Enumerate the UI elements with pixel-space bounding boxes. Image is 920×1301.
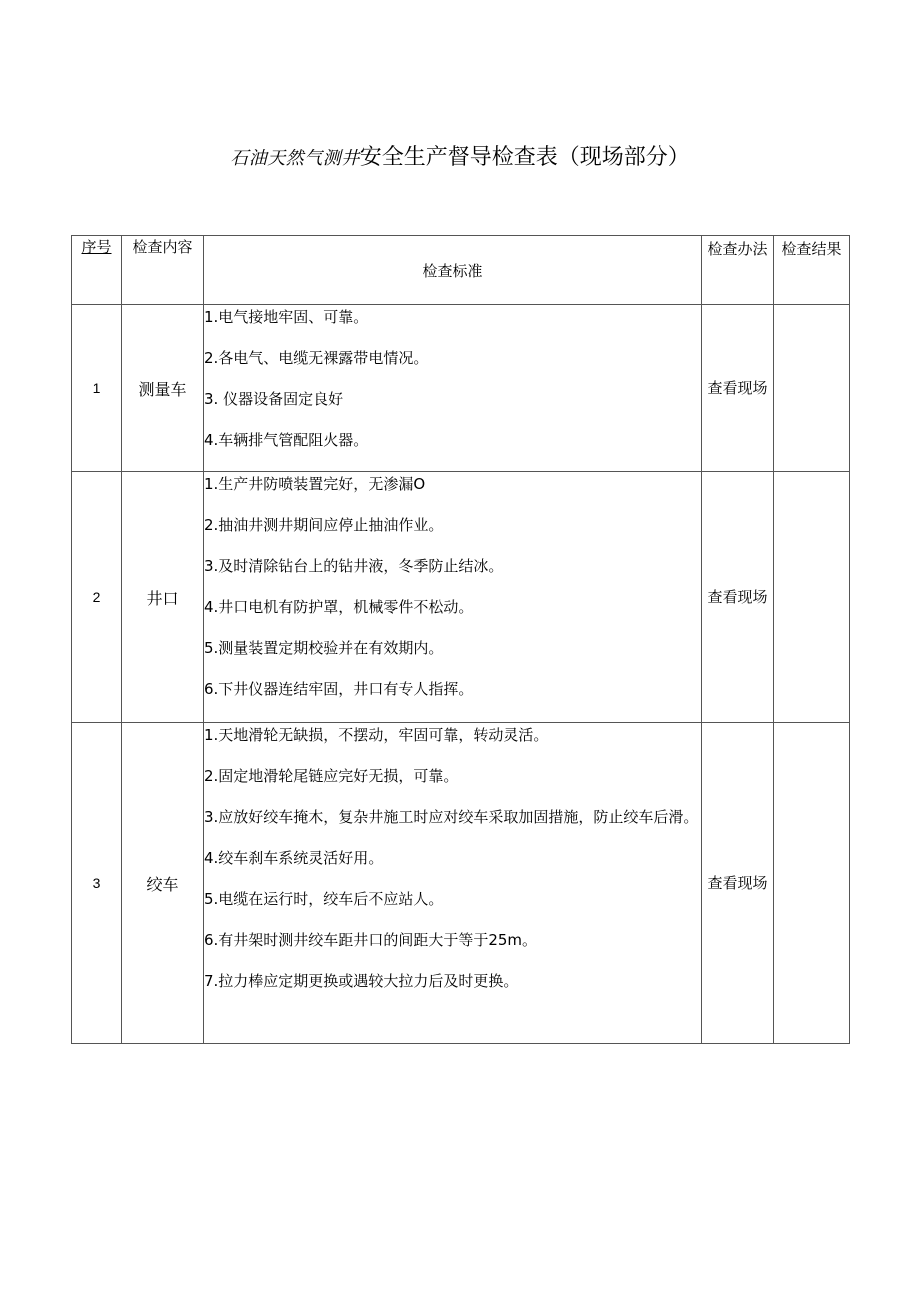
header-content: 检查内容 xyxy=(122,236,204,305)
title-prefix: 石油天然气测井 xyxy=(230,148,360,169)
standard-item: 5.电缆在运行时，绞车后不应站人。 xyxy=(204,890,444,908)
standard-item: 2.各电气、电缆无裸露带电情况。 xyxy=(204,349,429,367)
row-method: 查看现场 xyxy=(702,472,774,723)
row-standards xyxy=(204,305,702,472)
inspection-table xyxy=(71,235,850,1044)
standard-item: 3.及时清除钻台上的钻井液，冬季防止结冰。 xyxy=(204,557,504,575)
standard-item: 5.测量装置定期校验并在有效期内。 xyxy=(204,639,444,657)
title-main: 安全生产督导检查表（现场部分） xyxy=(359,145,690,170)
row-method: 查看现场 xyxy=(702,723,774,1044)
row-result xyxy=(774,305,850,472)
table-row xyxy=(72,472,850,723)
header-method: 检查办法 xyxy=(702,236,774,305)
row-no: 1 xyxy=(72,305,122,472)
row-content: 井口 xyxy=(122,472,204,723)
standard-item: 4.井口电机有防护罩，机械零件不松动。 xyxy=(204,598,474,616)
header-row xyxy=(72,236,850,305)
header-no: 序号 xyxy=(72,236,122,305)
standard-item: 6.有井架时测井绞车距井口的间距大于等于25m。 xyxy=(204,931,538,949)
row-method: 查看现场 xyxy=(702,305,774,472)
standard-item: 3. 仪器设备固定良好 xyxy=(204,390,344,408)
row-standards xyxy=(204,472,702,723)
table-row xyxy=(72,305,850,472)
row-standards xyxy=(204,723,702,1044)
standard-item: 1.电气接地牢固、可靠。 xyxy=(204,308,369,326)
page-title xyxy=(0,140,920,171)
standard-item: 4.车辆排气管配阻火器。 xyxy=(204,431,369,449)
standard-item: 2.抽油井测井期间应停止抽油作业。 xyxy=(204,516,444,534)
standard-item: 1.生产井防喷装置完好，无渗漏O xyxy=(204,475,426,493)
row-no: 2 xyxy=(72,472,122,723)
standard-item: 4.绞车刹车系统灵活好用。 xyxy=(204,849,384,867)
standard-item: 6.下井仪器连结牢固，井口有专人指挥。 xyxy=(204,680,474,698)
row-result xyxy=(774,723,850,1044)
row-result xyxy=(774,472,850,723)
header-result: 检查结果 xyxy=(774,236,850,305)
row-content: 测量车 xyxy=(122,305,204,472)
standard-item: 3.应放好绞车掩木，复杂井施工时应对绞车采取加固措施，防止绞车后滑。 xyxy=(204,808,699,826)
header-standard: 检查标准 xyxy=(204,236,702,305)
row-content: 绞车 xyxy=(122,723,204,1044)
standard-item: 2.固定地滑轮尾链应完好无损，可靠。 xyxy=(204,767,459,785)
standard-item: 1.天地滑轮无缺损，不摆动，牢固可靠，转动灵活。 xyxy=(204,726,549,744)
standard-item: 7.拉力棒应定期更换或遇较大拉力后及时更换。 xyxy=(204,972,519,990)
table-row xyxy=(72,723,850,1044)
row-no: 3 xyxy=(72,723,122,1044)
